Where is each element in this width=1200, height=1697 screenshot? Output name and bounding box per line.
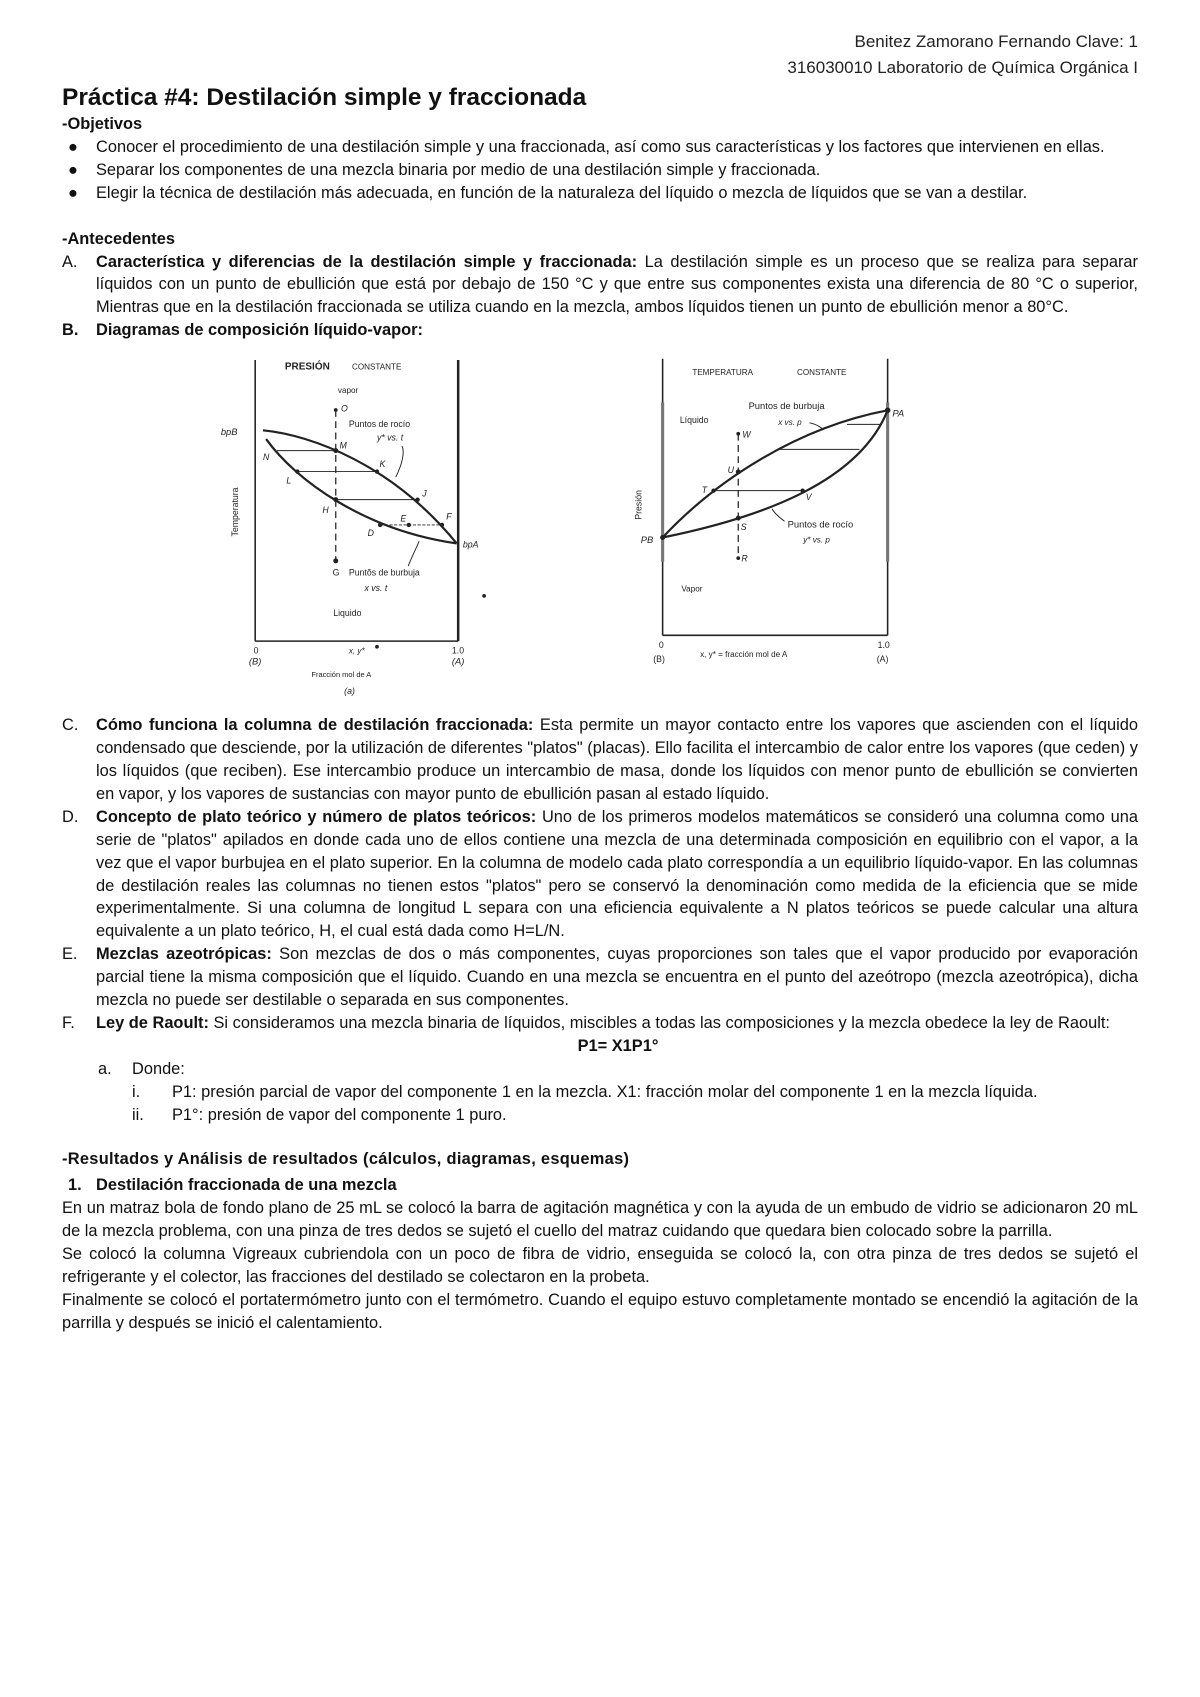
document bbox=[62, 0, 1138, 1335]
svg-text:0: 0 bbox=[253, 645, 259, 656]
resultados-heading: -Resultados y Análisis de resultados (cálculos, diagramas, esquemas) bbox=[62, 1150, 630, 1169]
svg-text:bpB: bpB bbox=[220, 427, 238, 438]
svg-text:Liquido: Liquido bbox=[333, 608, 362, 619]
svg-text:U: U bbox=[727, 464, 734, 475]
diagrams-row bbox=[62, 346, 1138, 708]
antecedente-f: F. Ley de Raoult: Si consideramos una mezcla binaria de líquidos, miscibles a todas las composiciones y la mezcla obedece la ley de Raoult: bbox=[62, 1013, 1110, 1032]
svg-text:1.0: 1.0 bbox=[877, 639, 890, 650]
antecedente-e: E. Mezclas azeotrópicas: Son mezclas de dos o más componentes, cuyas proporciones son tales que el vapor producido por evaporación parcial tiene la misma composición que el líquido. Cuando en una mezcla se encuentra en el punto del azeótropo (mezcla azeotrópica), dicha mezcla no puede ser destilable o separada en sus componentes. bbox=[62, 945, 1139, 1010]
svg-text:H: H bbox=[322, 505, 329, 516]
svg-text:bpA: bpA bbox=[462, 539, 479, 550]
y-axis-label: Temperatura bbox=[230, 487, 241, 537]
svg-text:x vs. t: x vs. t bbox=[364, 583, 388, 594]
svg-text:CONSTANTE: CONSTANTE bbox=[352, 362, 402, 372]
bullet-icon: ● bbox=[68, 160, 78, 179]
antecedente-a: A. Característica y diferencias de la destilación simple y fraccionada: La destilación simple es un proceso que se realiza para separar líquidos con un punto de ebullición que está por debajo de 150 °C y que entre sus componentes exista una diferencia de 80 °C o superior, Mientras que en la destilación fraccionada se utiliza cuando en la mezcla, ambos líquidos tienen un punto de ebullición menor a 80°C. bbox=[62, 252, 1138, 317]
svg-text:y* vs. t: y* vs. t bbox=[376, 432, 404, 443]
svg-text:PA: PA bbox=[892, 408, 905, 419]
header-name: Benitez Zamorano Fernando Clave: 1 bbox=[854, 32, 1138, 51]
svg-text:F: F bbox=[446, 511, 452, 522]
svg-text:Puntos de rocío: Puntos de rocío bbox=[348, 419, 411, 430]
sublist-i: i. P1: presión parcial de vapor del componente 1 en la mezcla. X1: fracción molar del componente 1 en la mezcla líquida. bbox=[132, 1082, 1038, 1101]
resultados-subheading: 1. Destilación fraccionada de una mezcla bbox=[68, 1176, 397, 1195]
svg-text:(B): (B) bbox=[653, 654, 665, 665]
raoult-formula: P1= X1P1° bbox=[577, 1036, 659, 1055]
x-axis-label: Fracción mol de A bbox=[311, 670, 372, 680]
objectives-heading: -Objetivos bbox=[62, 115, 143, 133]
diagram-constant-temperature bbox=[622, 346, 922, 684]
fig-title: TEMPERATURA bbox=[692, 368, 753, 378]
svg-text:N: N bbox=[263, 452, 270, 463]
paragraph: Finalmente se colocó el portatermómetro junto con el termómetro. Cuando el equipo estuvo completamente montado se encendió la agitación de la parrilla y después se inició el calentamiento. bbox=[62, 1290, 1138, 1332]
svg-text:(B): (B) bbox=[248, 656, 262, 667]
svg-text:D: D bbox=[367, 528, 374, 539]
objective-item: ● Separar los componentes de una mezcla binaria por medio de una destilación simple y fraccionada. bbox=[62, 159, 1138, 182]
svg-text:S: S bbox=[740, 522, 747, 533]
objective-item: ● Conocer el procedimiento de una destilación simple y una fraccionada, así como sus características y los factores que intervienen en ellas. bbox=[62, 136, 1138, 159]
svg-text:(A): (A) bbox=[451, 656, 465, 667]
svg-text:O: O bbox=[341, 403, 348, 414]
antecedente-c: C. Cómo funciona la columna de destilación fraccionada: Esta permite un mayor contacto entre los vapores que ascienden con el líquido condensado que desciende, por la utilización de diferentes "platos" (placas). Ello facilita el intercambio de calor entre los vapores (que ceden) y los líquidos (que reciben). Ese intercambio produce un intercambio de masa, donde los líquidos con menor punto de ebullición se convierten en vapor, y los vapores de sustancias con mayor punto de ebullición pasan al estado líquido. bbox=[62, 716, 1138, 803]
antecedente-d: D. Concepto de plato teórico y número de platos teóricos: Uno de los primeros modelos matemáticos se consideró una columna como una serie de "platos" apilados en donde cada uno de ellos contiene una mezcla de una determinada composición en equilibrio con el vapor, a la vez que el vapor burbujea en el plato superior. En la columna de modelo cada plato correspondía a un equilibrio líquido-vapor. En las columnas de destilación reales las columnas no tienen estos "platos" pero se conservó la denominación como medida de la eficiencia que se mide experimentalmente. Si una columna de longitud L separa con una eficiencia equivalente a N platos teóricos se puede calcular una altura equivalente a un plato teórico, H, el cual está dada como H=L/N. bbox=[62, 807, 1138, 941]
fig-title: PRESIÓN bbox=[284, 361, 330, 373]
svg-text:E: E bbox=[400, 513, 407, 524]
svg-text:M: M bbox=[339, 440, 347, 451]
svg-text:K: K bbox=[379, 459, 386, 470]
bubble-curve bbox=[266, 439, 456, 543]
antecedente-b: B. Diagramas de composición líquido-vapor: bbox=[62, 321, 423, 340]
dew-curve bbox=[263, 430, 457, 543]
svg-text:R: R bbox=[741, 553, 748, 564]
svg-text:Vapor: Vapor bbox=[681, 584, 703, 594]
svg-text:(A): (A) bbox=[876, 654, 889, 665]
svg-text:0: 0 bbox=[658, 639, 664, 650]
svg-text:x vs. p: x vs. p bbox=[778, 418, 802, 428]
paragraph: En un matraz bola de fondo plano de 25 mL se colocó la barra de agitación magnética y con la ayuda de un embudo de vidrio se adicionaron 20 mL de la mezcla problema, con una pinza de tres dedos se sujetó el cuello del matraz cuidando que quedara bien colocado sobre la parrilla. bbox=[62, 1199, 1138, 1241]
svg-text:1.0: 1.0 bbox=[451, 645, 465, 656]
svg-text:x, y*: x, y* bbox=[348, 646, 365, 656]
svg-text:L: L bbox=[286, 475, 292, 486]
antecedentes-heading: -Antecedentes bbox=[62, 229, 175, 248]
sublist-a: a. Donde: bbox=[98, 1059, 185, 1078]
objective-item: ● Elegir la técnica de destilación más adecuada, en función de la naturaleza del líquido o mezcla de líquidos que se van a destilar. bbox=[62, 182, 1138, 205]
svg-text:Puntõs de burbuja: Puntõs de burbuja bbox=[348, 567, 420, 578]
svg-text:Líquido: Líquido bbox=[679, 414, 709, 425]
paragraph: Se colocó la columna Vigreaux cubriendola con un poco de fibra de vidrio, enseguida se colocó la, con otra pinza de tres dedos se sujetó el refrigerante y el colector, las fracciones del destilado se colectaron en la probeta. bbox=[62, 1245, 1138, 1286]
svg-text:G: G bbox=[332, 567, 340, 578]
header bbox=[62, 29, 1138, 81]
svg-text:W: W bbox=[742, 429, 751, 440]
y-axis-label: Presión bbox=[633, 490, 644, 520]
svg-text:CONSTANTE: CONSTANTE bbox=[797, 368, 847, 378]
x-axis-label: x, y* = fracción mol de A bbox=[700, 650, 788, 660]
svg-text:PB: PB bbox=[640, 535, 654, 546]
bullet-icon: ● bbox=[68, 183, 78, 202]
page-title: Práctica #4: Destilación simple y fraccionada bbox=[62, 84, 587, 111]
svg-text:J: J bbox=[422, 488, 427, 499]
svg-text:Puntos de rocío: Puntos de rocío bbox=[787, 519, 854, 530]
svg-text:V: V bbox=[805, 492, 812, 503]
header-course: 316030010 Laboratorio de Química Orgánica I bbox=[787, 58, 1138, 77]
svg-text:(a): (a) bbox=[344, 686, 355, 697]
bullet-icon: ● bbox=[68, 137, 78, 156]
svg-text:vapor: vapor bbox=[337, 385, 359, 395]
svg-text:y* vs. p: y* vs. p bbox=[803, 535, 830, 545]
svg-text:T: T bbox=[701, 485, 708, 496]
bubble-curve bbox=[663, 410, 888, 537]
diagram-constant-pressure bbox=[202, 346, 502, 702]
dew-curve bbox=[663, 410, 888, 537]
svg-text:Puntos de burbuja: Puntos de burbuja bbox=[748, 400, 825, 411]
sublist-ii: ii. P1°: presión de vapor del componente 1 puro. bbox=[132, 1105, 507, 1124]
